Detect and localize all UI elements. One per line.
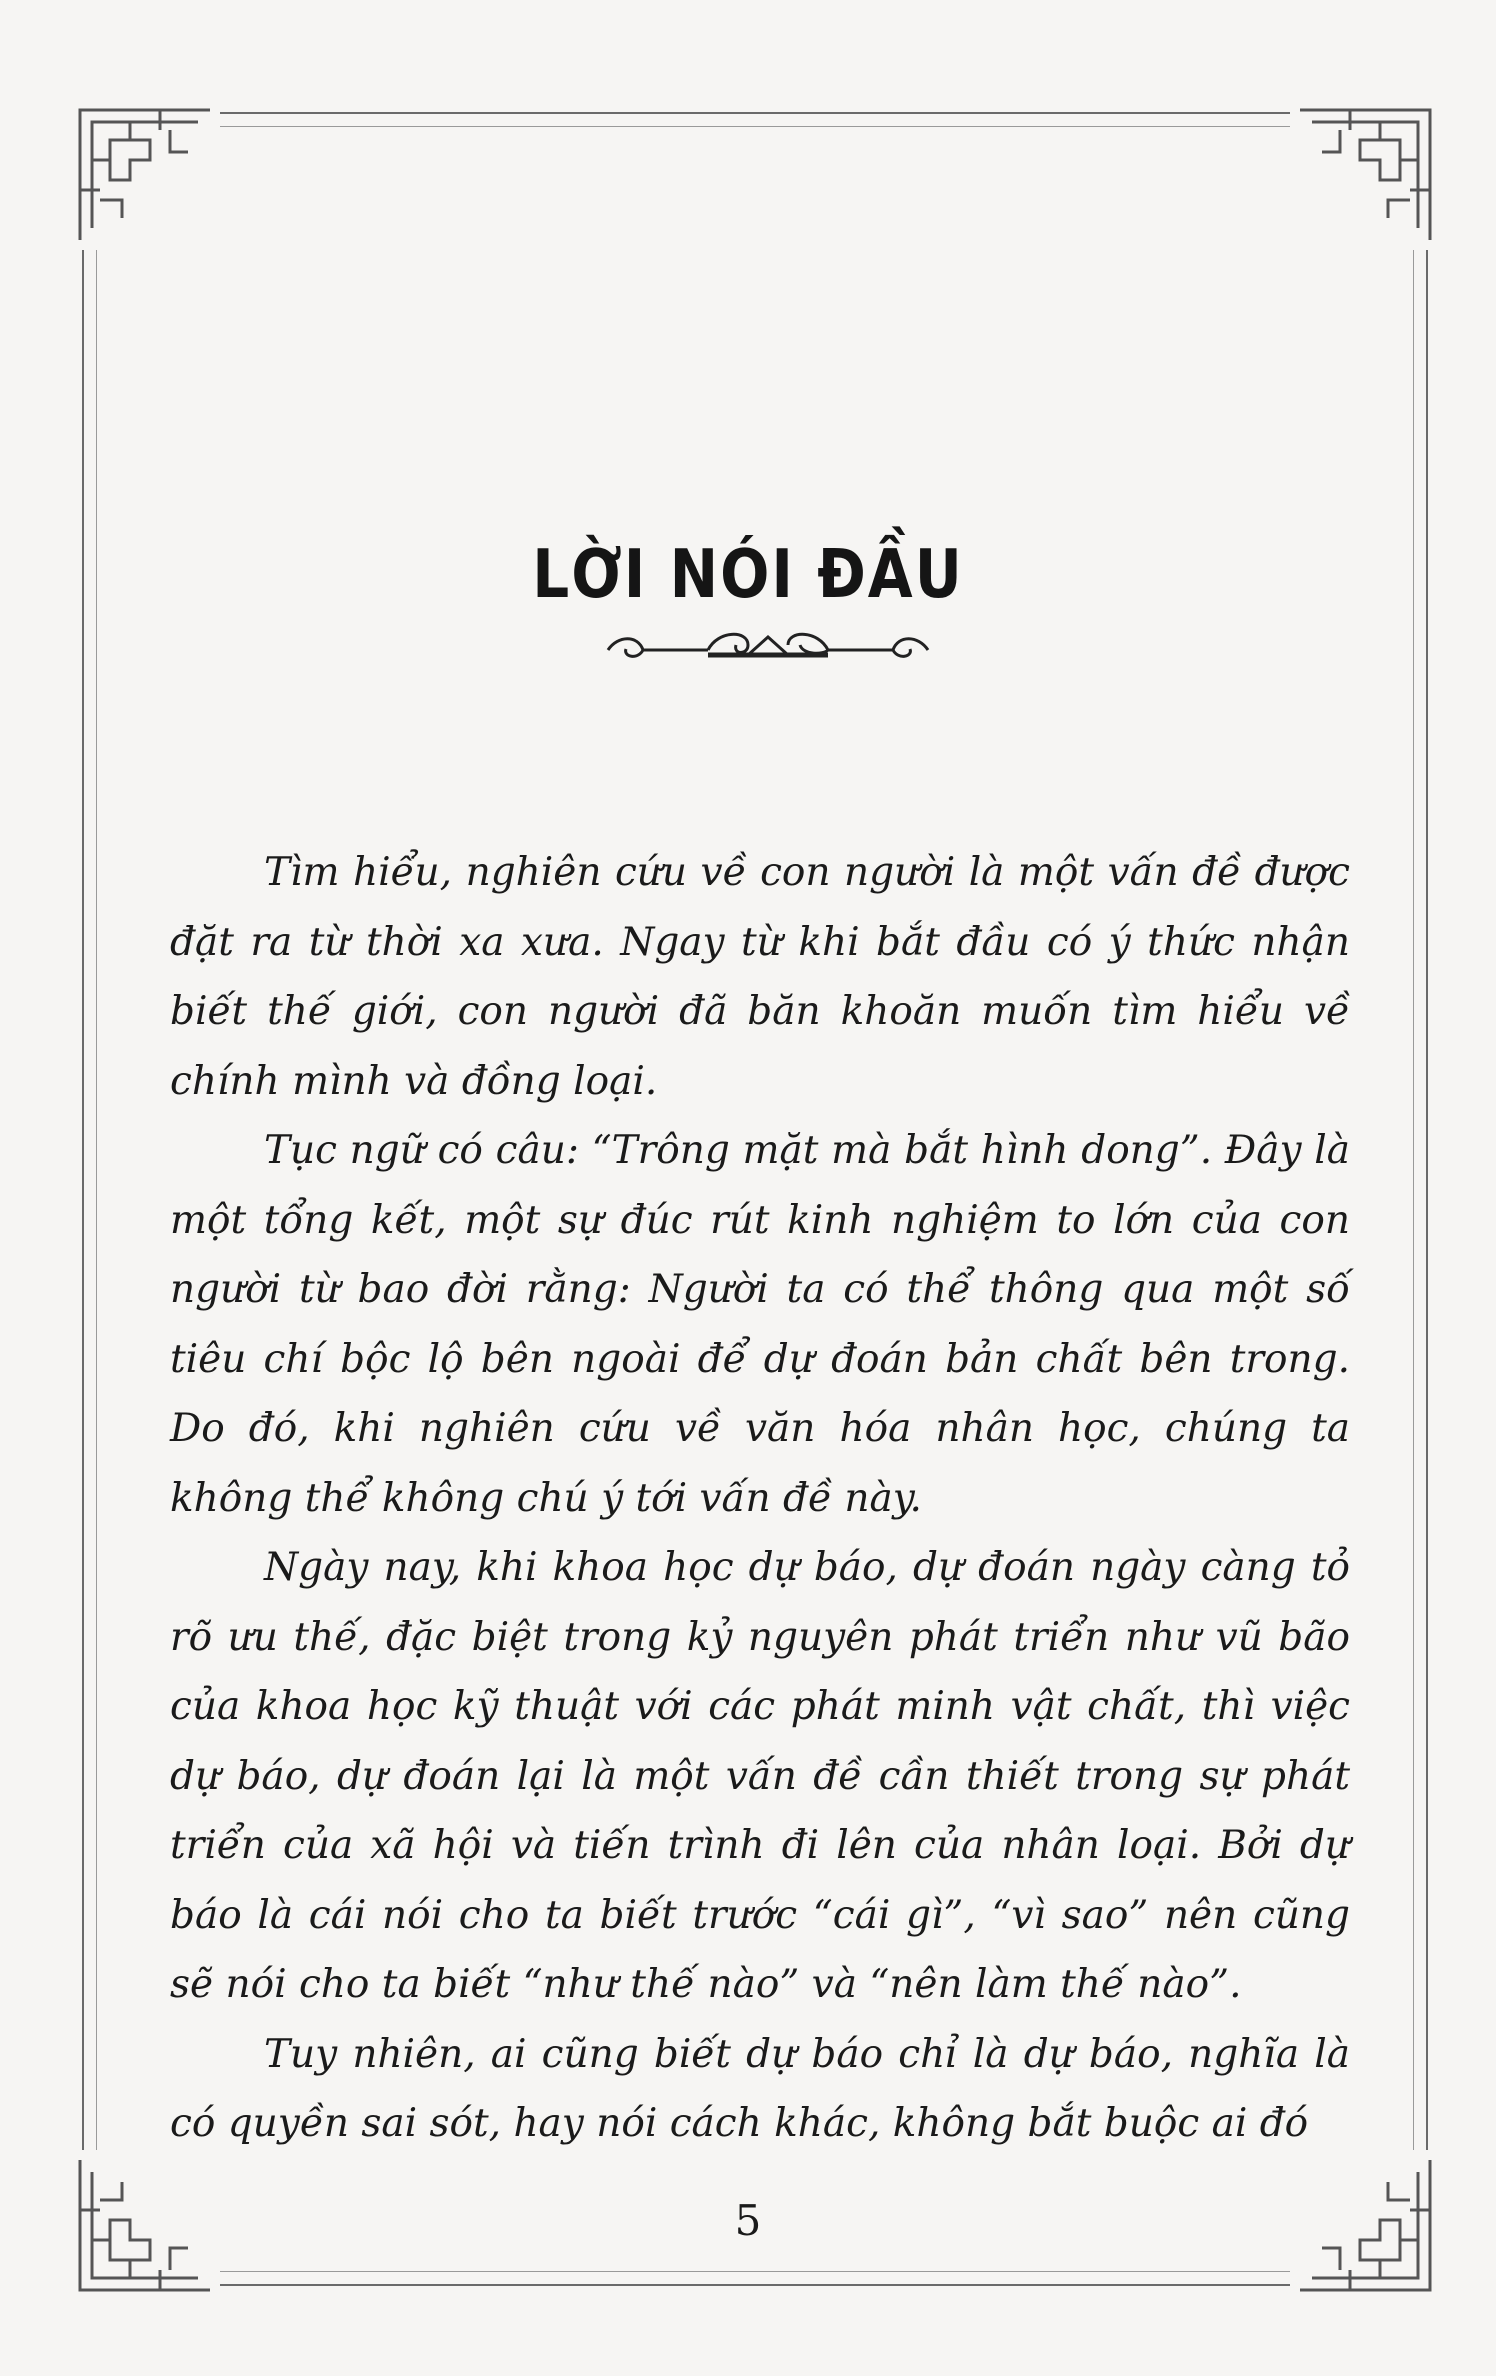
flourish-divider-icon	[598, 625, 938, 675]
chapter-title: LỜI NÓI ĐẦU	[532, 534, 964, 614]
corner-ornament-icon	[70, 100, 220, 250]
paragraph: Tuy nhiên, ai cũng biết dự báo chỉ là dự báo, nghĩa là có quyền sai sót, hay nói cách khác, không bắt buộc ai đó	[170, 2031, 1350, 2146]
paragraph: Tìm hiểu, nghiên cứu về con người là một vấn đề được đặt ra từ thời xa xưa. Ngay từ khi bắt đầu có ý thức nhận biết thế giới, con người đã băn khoăn muốn tìm hiểu về chính mình và đồng loại.	[170, 850, 1350, 1104]
paragraph: Tục ngữ có câu: “Trông mặt mà bắt hình dong”. Đây là một tổng kết, một sự đúc rút kinh nghiệm to lớn của con người từ bao đời rằng: Người ta có thể thông qua một số tiêu chí bộc lộ bên ngoài để dự đoán bản chất bên trong. Do đó, khi nghiên cứu về văn hóa nhân học, chúng ta không thể không chú ý tới vấn đề này.	[170, 1128, 1350, 1521]
page-number: 5	[734, 2196, 762, 2245]
corner-ornament-icon	[1290, 100, 1440, 250]
body-text	[170, 838, 1350, 2159]
paragraph: Ngày nay, khi khoa học dự báo, dự đoán ngày càng tỏ rõ ưu thế, đặc biệt trong kỷ nguyên phát triển như vũ bão của khoa học kỹ thuật với các phát minh vật chất, thì việc dự báo, dự đoán lại là một vấn đề cần thiết trong sự phát triển của xã hội và tiến trình đi lên của nhân loại. Bởi dự báo là cái nói cho ta biết trước “cái gì”, “vì sao” nên cũng sẽ nói cho ta biết “như thế nào” và “nên làm thế nào”.	[170, 1545, 1350, 2007]
